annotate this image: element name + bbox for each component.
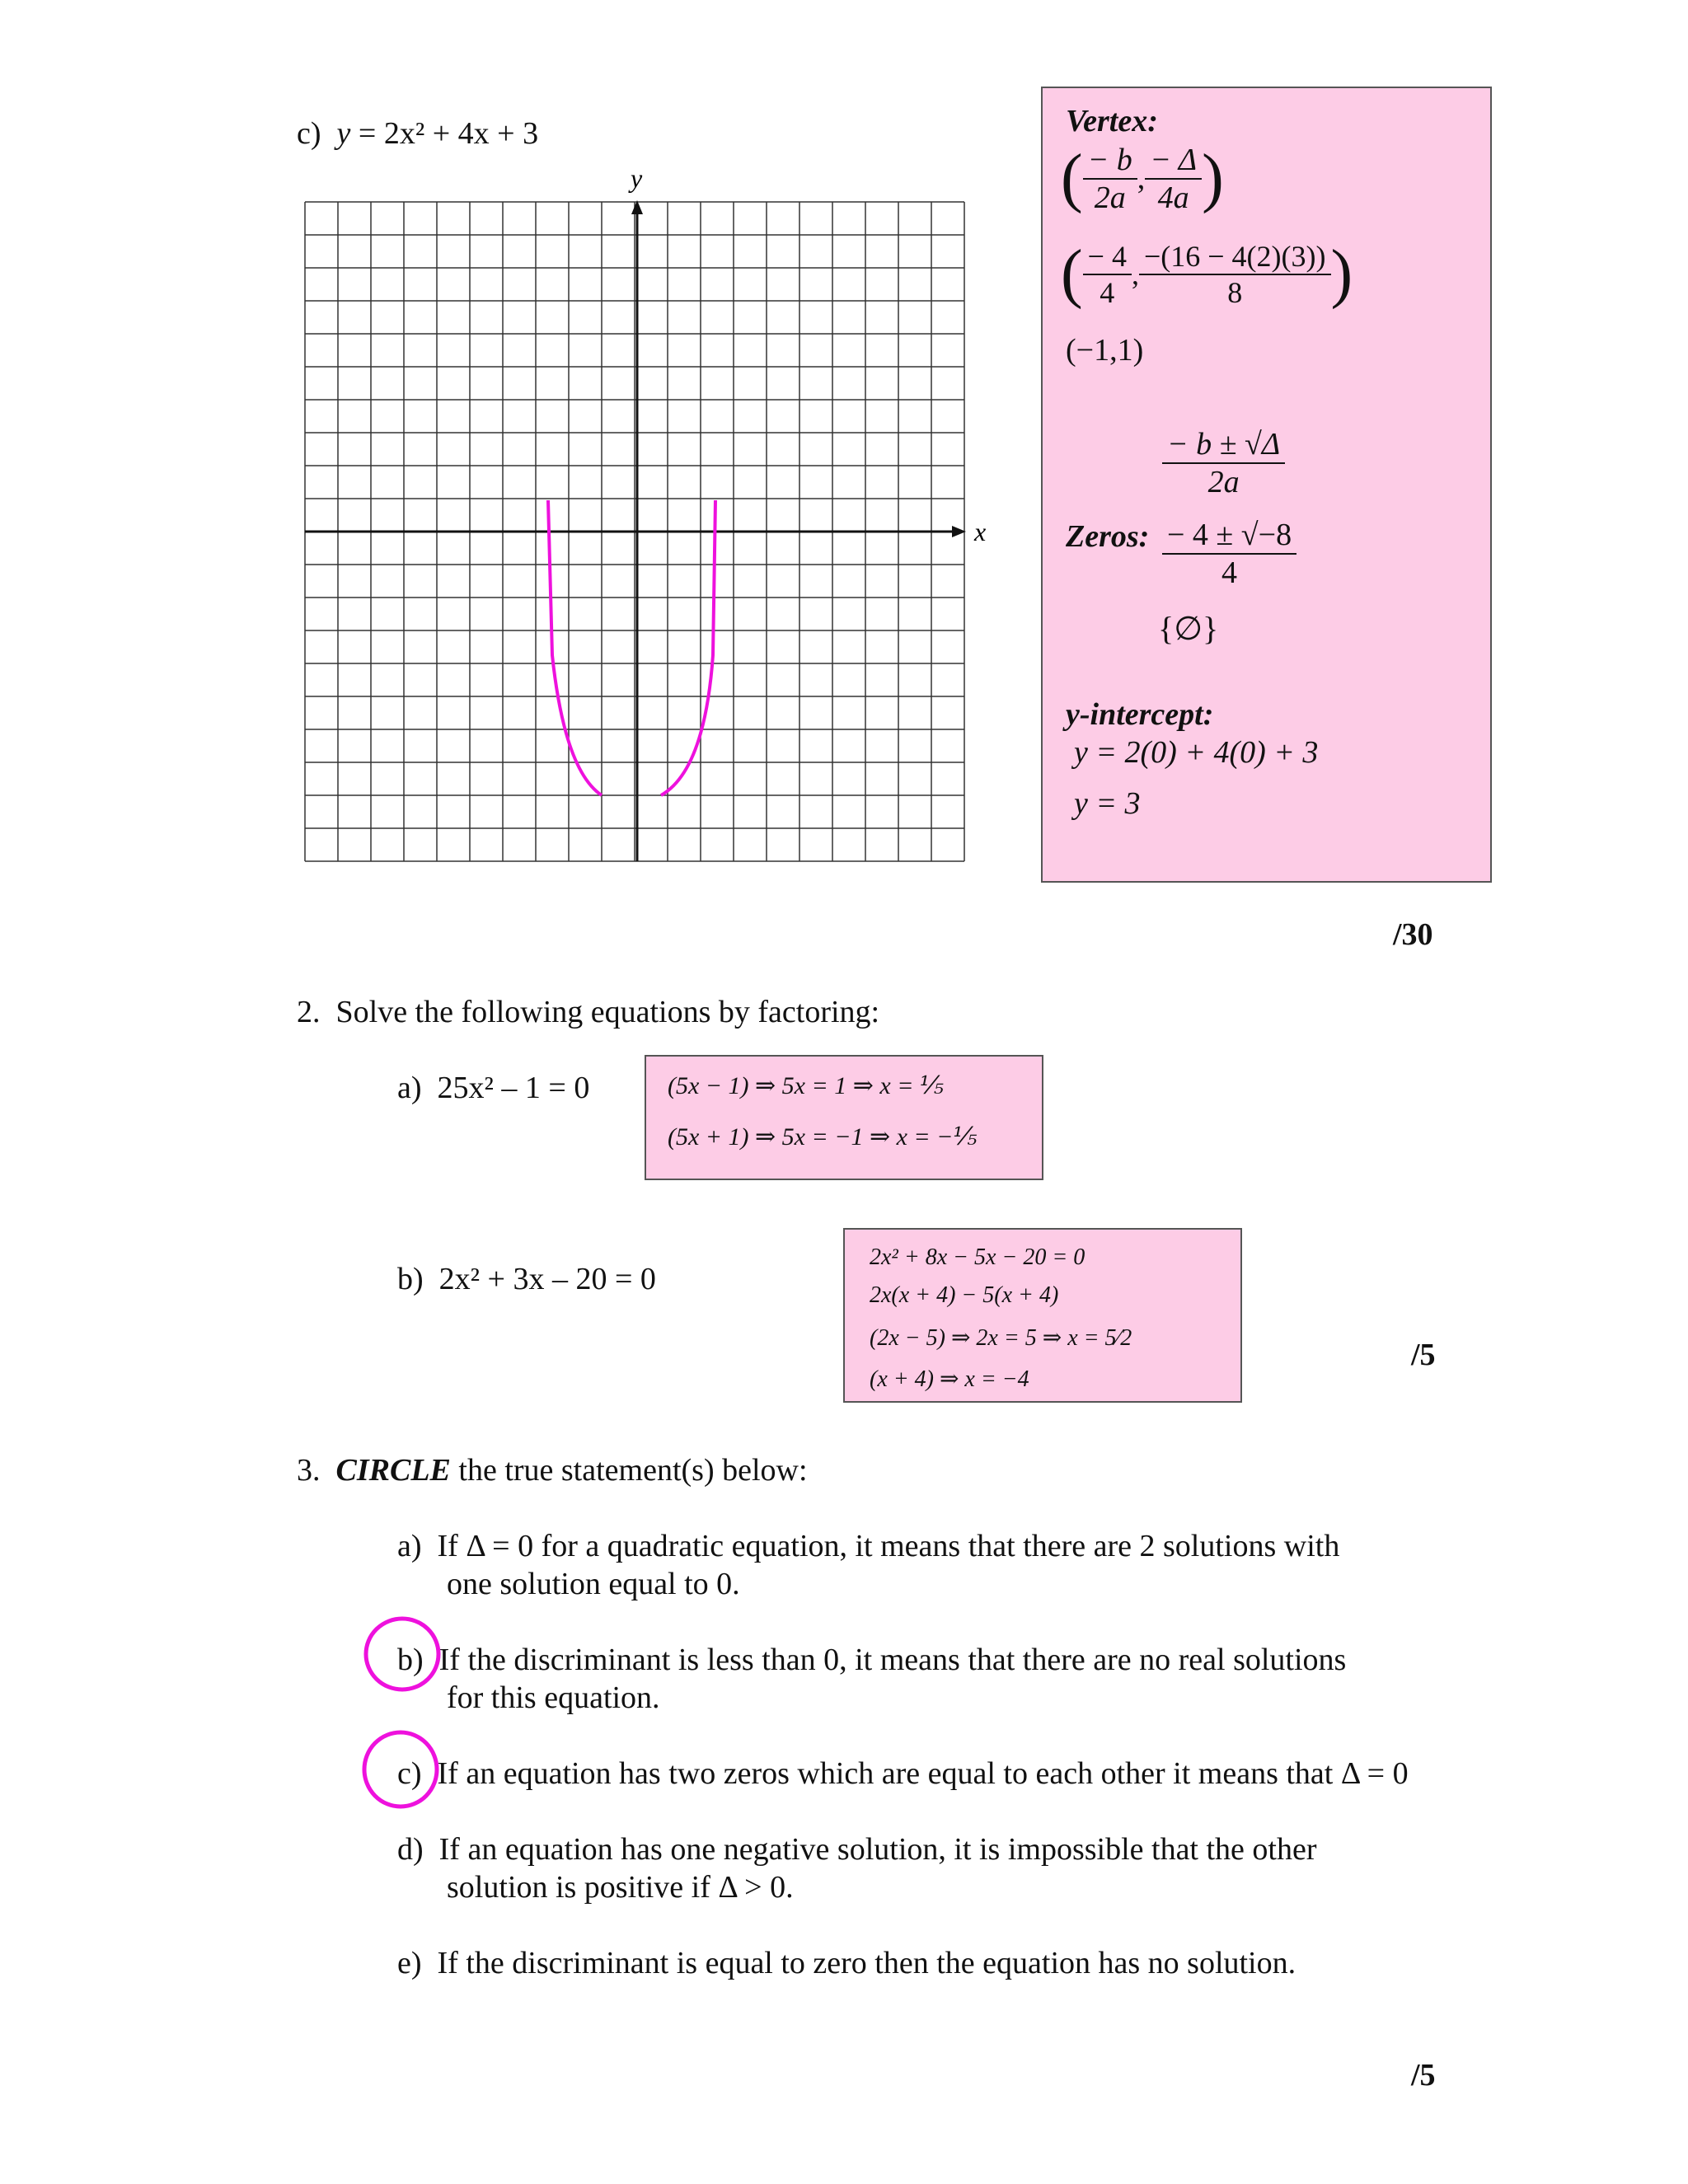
zeros-substitution: $\frac{- 4 \pm √-8}{4}$ <box>1162 517 1296 591</box>
option-b[interactable]: b) If the discriminant is less than 0, it means that there are no real solutions <box>397 1643 1347 1677</box>
zeros-result: {∅} <box>1158 610 1219 647</box>
zeros-heading: Zeros: <box>1066 519 1150 554</box>
answer-box-vertex-zeros-intercept <box>1041 87 1492 883</box>
answer-2a-line-2: (5x + 1) ⇒ 5x = −1 ⇒ x = −⅕ <box>668 1123 978 1151</box>
option-a-line-2: one solution equal to 0. <box>447 1567 740 1601</box>
answer-2b-line-4: (x + 4) ⇒ x = −4 <box>870 1366 1029 1392</box>
answer-circles <box>354 1607 453 1821</box>
coordinate-grid <box>297 161 997 878</box>
vertex-result: (−1,1) <box>1066 333 1144 368</box>
score-5-question-3: /5 <box>1411 2058 1436 2093</box>
y-axis-label: y <box>631 163 643 193</box>
option-e[interactable]: e) If the discriminant is equal to zero then the equation has no solution. <box>397 1946 1296 1980</box>
answer-box-2a <box>645 1055 1043 1180</box>
answer-2b-line-1: 2x² + 8x − 5x − 20 = 0 <box>870 1244 1085 1270</box>
question-2a-equation: a) 25x² – 1 = 0 <box>397 1071 590 1105</box>
option-d[interactable]: d) If an equation has one negative solution, it is impossible that the other <box>397 1832 1317 1867</box>
answer-2a-line-1: (5x − 1) ⇒ 5x = 1 ⇒ x = ⅕ <box>668 1072 945 1099</box>
y-intercept-line-1: y = 2(0) + 4(0) + 3 <box>1074 735 1319 770</box>
parabola-left-branch <box>548 500 602 795</box>
score-5-question-2: /5 <box>1411 1338 1436 1372</box>
answer-2b-line-2: 2x(x + 4) − 5(x + 4) <box>870 1282 1059 1308</box>
part-c-heading: c) y = 2x² + 4x + 3 <box>297 116 539 151</box>
option-b-line-2: for this equation. <box>447 1680 660 1715</box>
x-axis-label: x <box>974 517 987 546</box>
vertex-heading: Vertex: <box>1066 104 1158 138</box>
answer-box-2b <box>843 1228 1242 1403</box>
score-30: /30 <box>1393 917 1433 952</box>
question-2-prompt: 2. Solve the following equations by factoring: <box>297 995 880 1029</box>
parabola-right-branch <box>661 500 715 795</box>
y-intercept-heading: y-intercept: <box>1066 697 1214 732</box>
quadratic-formula: $\frac{- b \pm √\Delta}{2a}$ <box>1162 426 1285 500</box>
option-d-line-2: solution is positive if Δ > 0. <box>447 1870 794 1905</box>
question-3-prompt: 3. CIRCLE the true statement(s) below: <box>297 1453 808 1488</box>
answer-2b-line-3: (2x − 5) ⇒ 2x = 5 ⇒ x = 5⁄2 <box>870 1325 1132 1351</box>
circle-option-b <box>366 1619 438 1690</box>
vertex-substitution: ( $\frac{- 4}{4}$ , $\frac{-(16 - 4(2)(3))}{8}$ ) <box>1061 237 1353 310</box>
option-c[interactable]: c) If an equation has two zeros which are equal to each other it means that Δ = 0 <box>397 1756 1409 1791</box>
circle-option-c <box>364 1732 437 1807</box>
vertex-formula: ( $\frac{- b}{2a}$ , $\frac{- \Delta}{4a}$ ) <box>1061 142 1224 215</box>
y-intercept-line-2: y = 3 <box>1074 786 1141 821</box>
option-a[interactable]: a) If Δ = 0 for a quadratic equation, it means that there are 2 solutions with <box>397 1529 1340 1563</box>
question-2b-equation: b) 2x² + 3x – 20 = 0 <box>397 1262 656 1296</box>
